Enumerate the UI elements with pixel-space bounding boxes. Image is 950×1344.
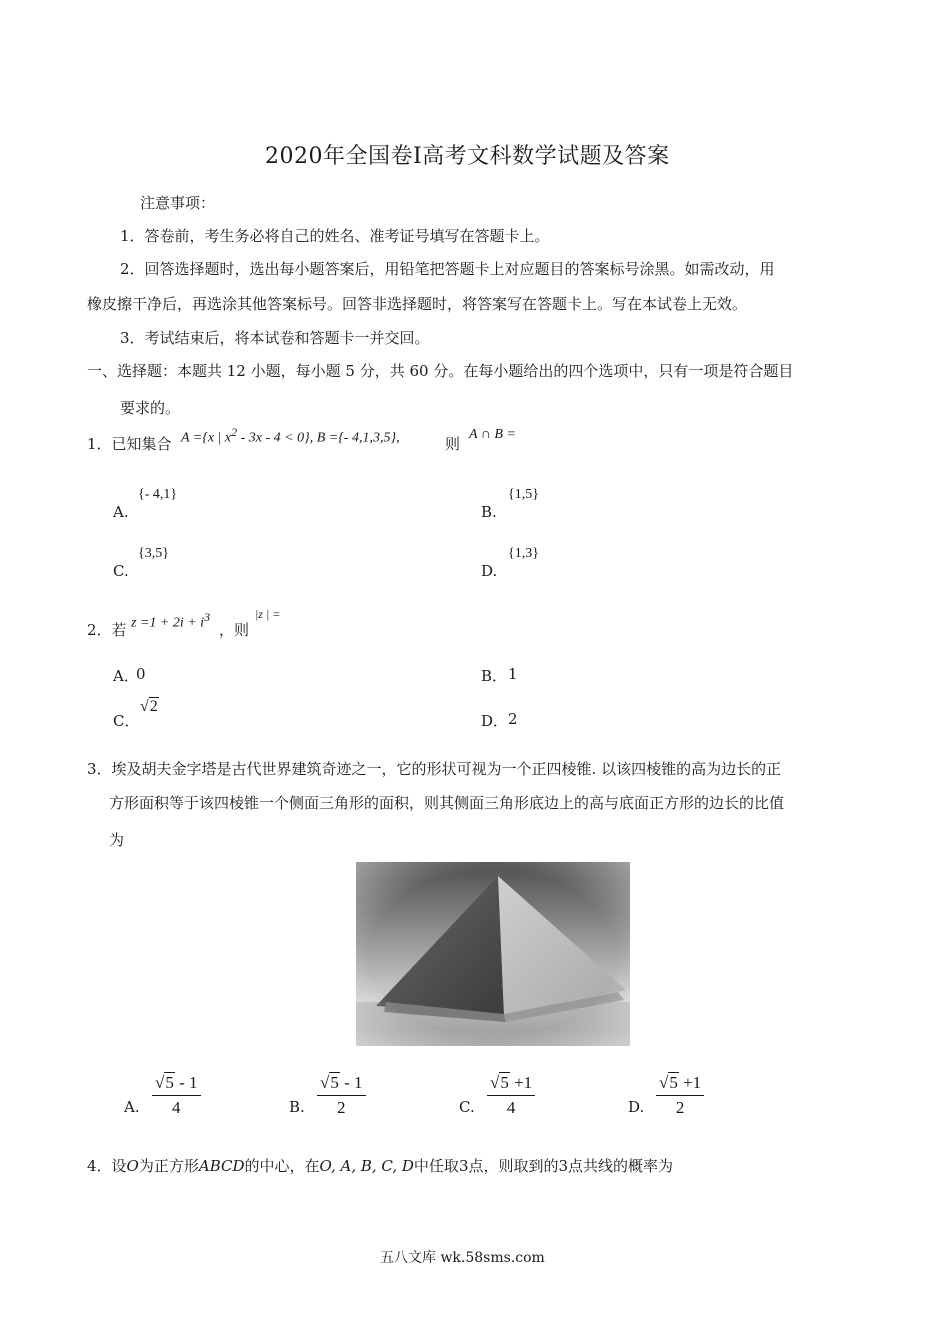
q1-option-a-label: A.	[113, 503, 129, 521]
q1-formula	[181, 425, 400, 447]
sqrt-sign: √	[320, 1073, 330, 1092]
q1-option-b-label: B.	[481, 503, 497, 521]
fraction-bar	[656, 1095, 704, 1096]
q4-points: O, A, B, C, D	[319, 1157, 414, 1175]
q1-stem	[87, 433, 172, 454]
radicand: 5	[330, 1073, 339, 1092]
q3-option-a-label: A.	[124, 1098, 140, 1116]
fraction-bar	[317, 1095, 366, 1096]
q1-option-d-label: D.	[481, 562, 498, 580]
q1-option-b: {1,5}	[508, 487, 539, 502]
q4-text-3: 的中心，在	[244, 1157, 320, 1175]
sqrt-sign: √	[155, 1073, 165, 1092]
q3-option-a	[152, 1073, 201, 1118]
fraction-numerator	[656, 1073, 704, 1093]
q4-text-2: 为正方形	[138, 1157, 199, 1175]
notice-item-3: 3．考试结束后，将本试卷和答题卡一并交回。	[120, 329, 430, 347]
q2-stem-prefix: 2．若	[87, 621, 127, 639]
fraction-denominator: 4	[506, 1098, 516, 1117]
q2-option-d: 2	[508, 710, 518, 728]
q1-formula-sup: 2	[231, 425, 238, 439]
footer-watermark: 五八文库 wk.58sms.com	[380, 1250, 545, 1266]
q3-stem-line1: 3．埃及胡夫金字塔是古代世界建筑奇迹之一，它的形状可视为一个正四棱锥. 以该四棱锥的高为边长的正	[87, 760, 782, 778]
sqrt-sign: √	[140, 698, 149, 715]
q4-number-3: 3	[458, 1157, 469, 1175]
q3-option-d-label: D.	[628, 1098, 645, 1116]
q4-number-3b: 3	[558, 1157, 569, 1175]
q1-formula-a: A ={x | x	[181, 430, 232, 446]
q4-text-1: 4．设	[87, 1157, 127, 1175]
notice-heading: 注意事项：	[140, 194, 216, 212]
sqrt-sign: √	[490, 1073, 500, 1092]
numerator-term: - 1	[174, 1073, 198, 1092]
numerator-term: +1	[678, 1073, 702, 1092]
q3-option-c	[487, 1073, 535, 1118]
q2-option-a: 0	[136, 665, 146, 683]
q2-formula-b: |z | =	[255, 607, 281, 621]
fraction-bar	[487, 1095, 535, 1096]
page-title: 2020年全国卷Ⅰ高考文科数学试题及答案	[265, 144, 670, 169]
fraction-denominator: 4	[172, 1098, 181, 1117]
section-1-header: 一、选择题：本题共 12 小题，每小题 5 分，共 60 分。在每小题给出的四个选项中，只有一项是符合题目	[87, 362, 794, 380]
notice-item-2-line2: 橡皮擦干净后，再选涂其他答案标号。回答非选择题时，将答案写在答题卡上。写在本试卷上无效。	[87, 295, 748, 313]
q2-formula	[131, 610, 210, 632]
fraction-bar	[152, 1095, 201, 1096]
q2-option-c-label: C．	[113, 712, 140, 730]
q4-text-5: 点，则取到的	[468, 1157, 559, 1175]
q3-option-d	[656, 1073, 704, 1118]
radicand: 5	[669, 1073, 678, 1092]
numerator-term: +1	[509, 1073, 533, 1092]
numerator-term: - 1	[339, 1073, 363, 1092]
q3-stem-line3: 为	[109, 831, 125, 849]
pyramid-image	[356, 862, 630, 1046]
q3-option-c-label: C.	[459, 1098, 475, 1116]
q2-then: ，则	[219, 621, 250, 639]
q1-option-c-label: C.	[113, 562, 129, 580]
q1-option-d: {1,3}	[508, 546, 539, 561]
q2-option-a-label: A．	[113, 667, 139, 685]
q2-option-c	[140, 698, 159, 716]
q1-then: 则	[445, 435, 461, 453]
q1-option-c: {3,5}	[138, 546, 169, 561]
q1-option-a: {- 4,1}	[138, 487, 178, 502]
q4-text-4: 中任取	[413, 1157, 459, 1175]
q4-stem	[87, 1155, 673, 1176]
fraction-denominator: 2	[337, 1098, 346, 1117]
q2-option-b: 1	[508, 665, 518, 683]
notice-item-1: 1．答卷前，考生务必将自己的姓名、准考证号填写在答题卡上。	[120, 227, 550, 245]
q2-formula-sup: 3	[204, 610, 211, 624]
q3-option-b-label: B.	[289, 1098, 305, 1116]
q3-option-b	[317, 1073, 366, 1118]
q2-formula-a: z =1 + 2i + i	[131, 615, 205, 631]
q1-formula-c: A ∩ B =	[469, 427, 516, 442]
notice-item-2-line1: 2．回答选择题时，选出每小题答案后，用铅笔把答题卡上对应题目的答案标号涂黑。如需改动，用	[120, 260, 775, 278]
q1-formula-b: - 3x - 4 < 0}, B ={- 4,1,3,5},	[237, 430, 400, 446]
fraction-numerator	[487, 1073, 535, 1093]
fraction-denominator: 2	[675, 1098, 685, 1117]
q4-point-o: O	[126, 1157, 139, 1175]
q1-stem-prefix: 1．已知集合	[87, 435, 172, 453]
q2-option-d-label: D．	[481, 712, 509, 730]
section-1-header-cont: 要求的。	[120, 399, 181, 417]
fraction-numerator	[317, 1073, 366, 1093]
pyramid-photo	[356, 862, 630, 1046]
q2-option-b-label: B．	[481, 667, 508, 685]
sqrt-sign: √	[659, 1073, 669, 1092]
radicand: 5	[165, 1073, 174, 1092]
sqrt-value: 2	[149, 698, 158, 715]
radicand: 5	[500, 1073, 509, 1092]
fraction-numerator	[152, 1073, 201, 1093]
q4-text-6: 点共线的概率为	[568, 1157, 674, 1175]
q3-stem-line2: 方形面积等于该四棱锥一个侧面三角形的面积，则其侧面三角形底边上的高与底面正方形的边长的比值	[109, 794, 785, 812]
q4-square-abcd: ABCD	[198, 1157, 245, 1175]
